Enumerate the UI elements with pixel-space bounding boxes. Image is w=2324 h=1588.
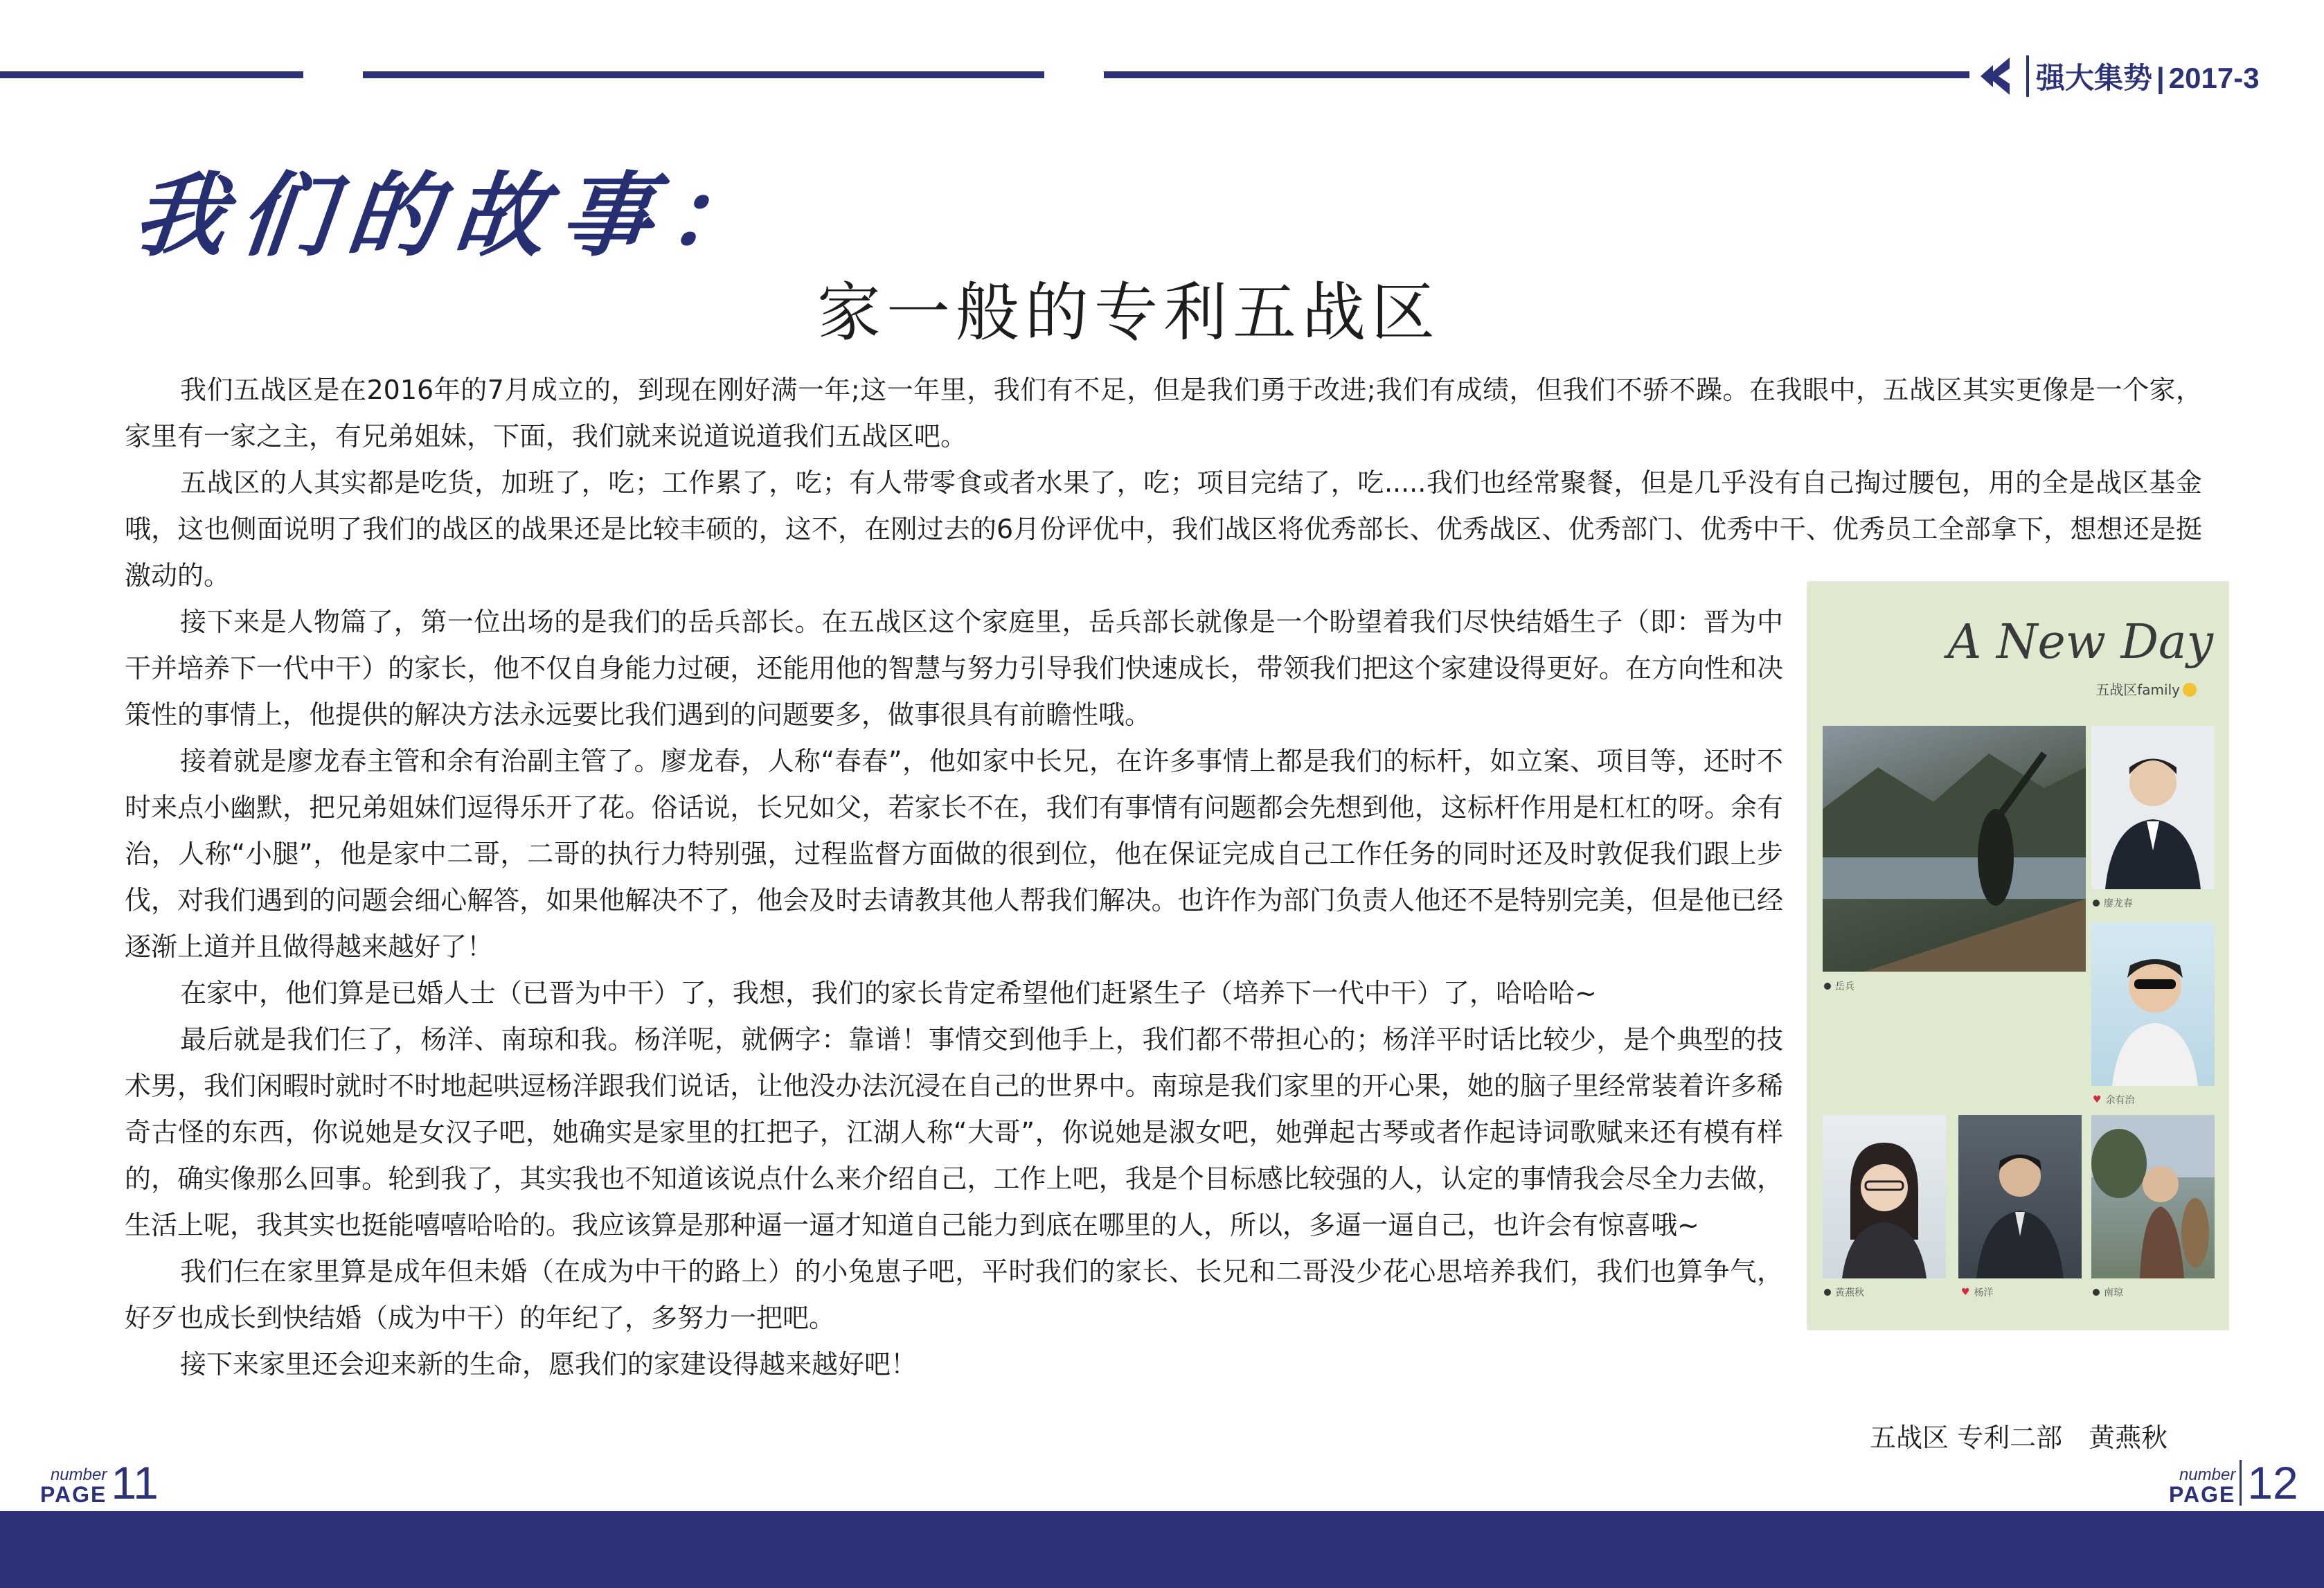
portrait-illustration <box>1823 1115 1946 1278</box>
author-signature: 五战区 专利二部 黄燕秋 <box>1870 1422 2168 1453</box>
photo-collage <box>1807 582 2228 1330</box>
member-photo <box>2091 922 2215 1086</box>
portrait-illustration <box>2091 1115 2215 1278</box>
member-photo <box>1823 726 2086 972</box>
photo-landscape-illustration <box>1823 726 2086 972</box>
smile-emoji-icon <box>2183 683 2197 697</box>
page-number-label: number PAGE <box>40 1465 107 1507</box>
collage-subtitle <box>2095 679 2197 699</box>
header-rule-right <box>1104 71 1969 78</box>
magazine-brand <box>1979 55 2260 97</box>
brand-name: 强大集势 <box>2036 62 2153 94</box>
member-photo <box>2091 1115 2215 1278</box>
brand-text <box>2026 55 2260 97</box>
member-photo <box>2091 726 2215 889</box>
member-photo <box>1958 1115 2082 1278</box>
member-caption: 廖龙春 <box>2093 896 2133 910</box>
article-paragraph: 接下来是人物篇了，第一位出场的是我们的岳兵部长。在五战区这个家庭里，岳兵部长就像是一个盼望着我们尽快结婚生子（即：晋为中干并培养下一代中干）的家长，他不仅自身能力过硬，还能用他的智慧与努力引导我们快速成长，带领我们把这个家建设得更好。在方向性和决策性的事情上，他提供的解决方法永远要比我们遇到的问题要多，做事很具有前瞻性哦。 <box>125 607 1783 730</box>
article-paragraph: 我们五战区是在2016年的7月成立的，到现在刚好满一年;这一年里，我们有不足，但是我们勇于改进;我们有成绩，但我们不骄不躁。在我眼中，五战区其实更像是一个家，家里有一家之主，有兄弟姐妹，下面，我们就来说道说道我们五战区吧。 <box>125 375 2202 452</box>
collage-title: A New Day <box>1947 615 2213 670</box>
article-paragraph: 我们仨在家里算是成年但未婚（在成为中干的路上）的小兔崽子吧，平时我们的家长、长兄和二哥没少花心思培养我们，我们也算争气，好歹也成长到快结婚（成为中干）的年纪了，多努力一把吧。 <box>125 1256 1783 1333</box>
page-number-value: 12 <box>2240 1460 2298 1506</box>
member-caption: 南琼 <box>2093 1285 2123 1299</box>
article-paragraph: 最后就是我们仨了，杨洋、南琼和我。杨洋呢，就俩字：靠谱！事情交到他手上，我们都不带担心的；杨洋平时话比较少，是个典型的技术男，我们闲暇时就时不时地起哄逗杨洋跟我们说话，让他没办法沉浸在自己的世界中。南琼是我们家里的开心果，她的脑子里经常装着许多稀奇古怪的东西，你说她是女汉子吧，她确实是家里的扛把子，江湖人称“大哥”，你说她是淑女吧，她弹起古琴或者作起诗词歌赋来还有模有样的，确实像那么回事。轮到我了，其实我也不知道该说点什么来介绍自己，工作上吧，我是个目标感比较强的人，认定的事情我会尽全力去做，生活上呢，我其实也挺能嘻嘻哈哈的。我应该算是那种逼一逼才知道自己能力到底在哪里的人，所以，多逼一逼自己，也许会有惊喜哦~ <box>125 1024 1783 1240</box>
brand-chevron-icon <box>1979 56 2018 96</box>
footer-band <box>0 1511 2324 1588</box>
member-caption: 岳兵 <box>1824 979 1854 993</box>
page-number-label: number PAGE <box>2169 1465 2236 1507</box>
portrait-illustration <box>2091 922 2215 1086</box>
header-rule-middle <box>363 71 1044 78</box>
article-paragraph: 五战区的人其实都是吃货，加班了，吃；工作累了，吃；有人带零食或者水果了，吃；项目完结了，吃.....我们也经常聚餐，但是几乎没有自己掏过腰包，用的全是战区基金哦，这也侧面说明了我们的战区的战果还是比较丰硕的，这不，在刚过去的6月份评优中，我们战区将优秀部长、优秀战区、优秀部门、优秀中干、优秀员工全部拿下，想想还是挺激动的。 <box>125 467 2202 591</box>
member-photo <box>1823 1115 1946 1278</box>
issue-number: 2017-3 <box>2168 62 2260 94</box>
header-rule-left <box>0 71 303 78</box>
member-caption: ♥ 杨洋 <box>1961 1287 1994 1299</box>
comment-icon <box>2093 900 2100 907</box>
brand-separator: | <box>2156 62 2165 94</box>
portrait-illustration <box>1958 1115 2082 1278</box>
heart-icon: ♥ <box>1961 1287 1970 1298</box>
collage-subtitle-text: 五战区family <box>2095 681 2180 698</box>
article-paragraph: 接下来家里还会迎来新的生命，愿我们的家建设得越来越好吧！ <box>180 1349 918 1380</box>
script-heading: 我们的故事： <box>128 162 780 269</box>
page-number-value: 11 <box>111 1457 159 1508</box>
comment-icon <box>2093 1289 2100 1296</box>
comment-icon <box>1824 1289 1831 1296</box>
article-paragraph: 接着就是廖龙春主管和余有治副主管了。廖龙春，人称“春春”，他如家中长兄，在许多事情上都是我们的标杆，如立案、项目等，还时不时来点小幽默，把兄弟姐妹们逗得乐开了花。俗话说，长兄如父，若家长不在，我们有事情有问题都会先想到他，这标杆作用是杠杠的呀。余有治，人称“小腿”，他是家中二哥，二哥的执行力特别强，过程监督方面做的很到位，他在保证完成自己工作任务的同时还及时敦促我们跟上步伐，对我们遇到的问题会细心解答，如果他解决不了，他会及时去请教其他人帮我们解决。也许作为部门负责人他还不是特别完美，但是他已经逐渐上道并且做得越来越好了！ <box>125 746 1783 962</box>
article-paragraph: 在家中，他们算是已婚人士（已晋为中干）了，我想，我们的家长肯定希望他们赶紧生子（培养下一代中干）了，哈哈哈~ <box>180 978 1597 1008</box>
comment-icon <box>1824 983 1831 990</box>
page-number-right <box>2169 1457 2298 1508</box>
member-caption: 黄燕秋 <box>1824 1285 1864 1299</box>
heart-icon: ♥ <box>2093 1094 2102 1105</box>
article-subtitle: 家一般的专利五战区 <box>817 276 1441 350</box>
member-caption: ♥ 余有治 <box>2093 1094 2135 1106</box>
page-number-left <box>40 1457 159 1508</box>
portrait-illustration <box>2091 726 2215 889</box>
